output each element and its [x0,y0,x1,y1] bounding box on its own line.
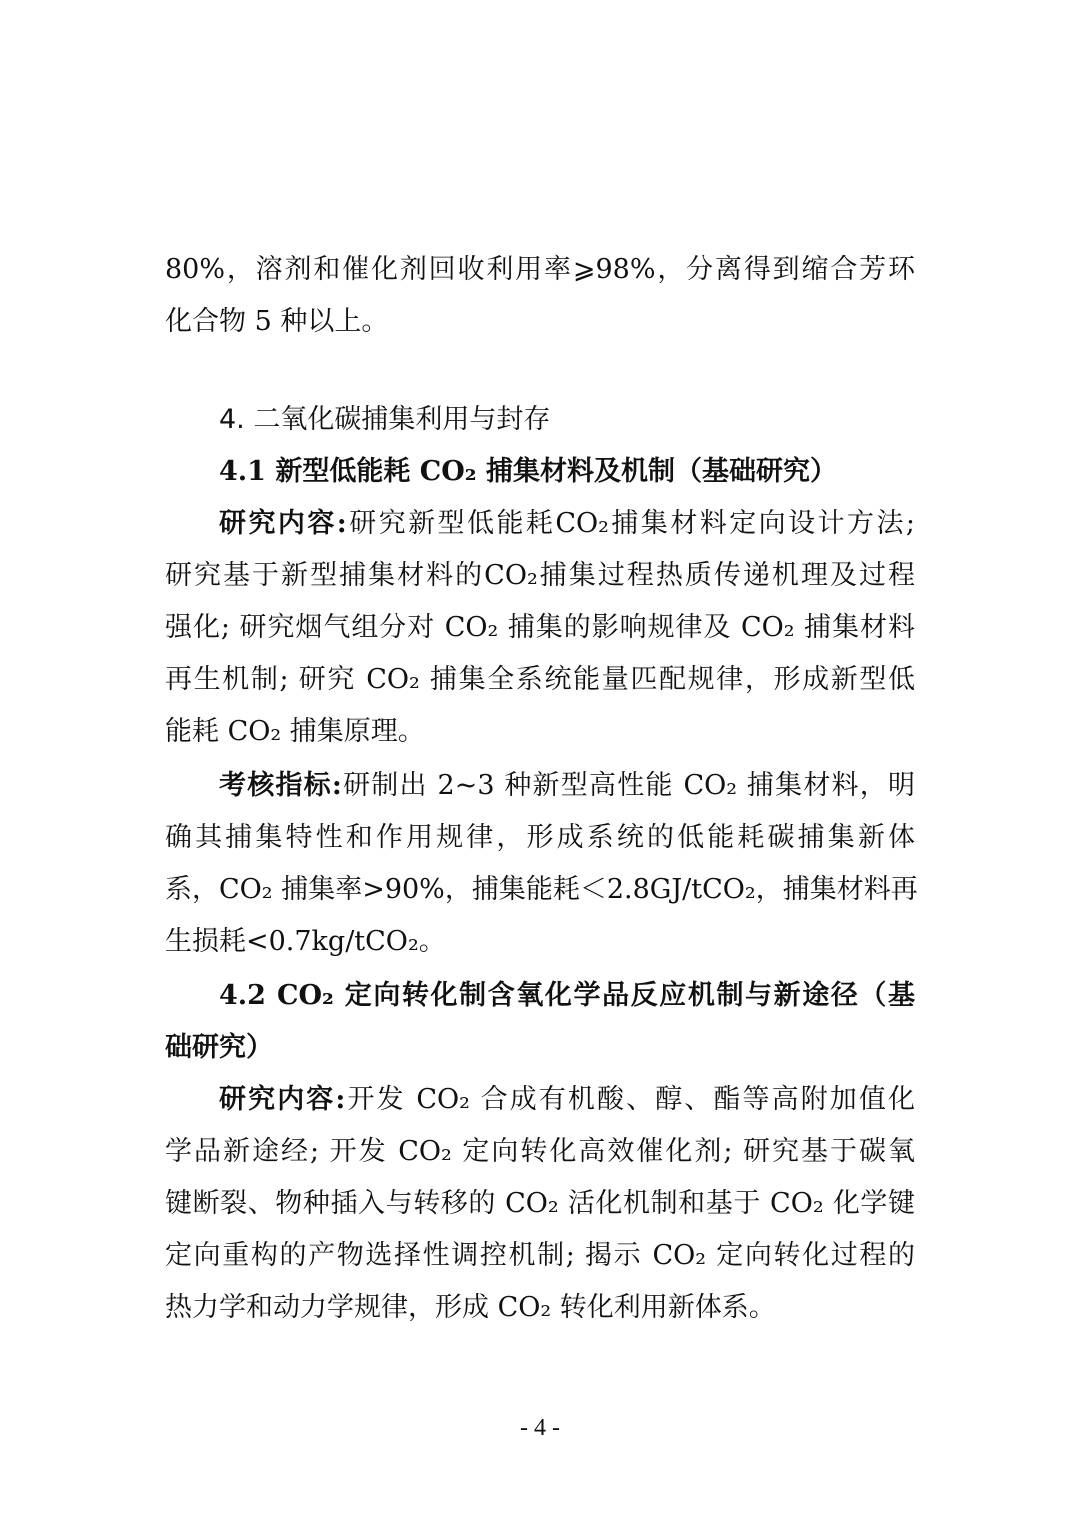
paragraph-line [219,500,915,548]
paragraph-line [219,1076,915,1124]
paragraph-line: 系，CO₂ 捕集率>90%，捕集能耗＜2.8GJ/tCO₂，捕集材料再 [165,874,918,905]
paragraph-line: 强化; 研究烟气组分对 CO₂ 捕集的影响规律及 CO₂ 捕集材料 [165,612,915,643]
paragraph-line: 80%，溶剂和催化剂回收利用率⩾98%，分离得到缩合芳环 [165,254,915,285]
paragraph-line: 定向重构的产物选择性调控机制; 揭示 CO₂ 定向转化过程的 [165,1240,915,1271]
page-number: - 4 - [520,1415,560,1441]
paragraph-line: 化合物 5 种以上。 [165,306,389,337]
paragraph-text: 开发 CO₂ 合成有机酸、醇、酯等高附加值化 [345,1084,915,1115]
research-content-label: 研究内容: [219,508,347,539]
paragraph-line: 热力学和动力学规律，形成 CO₂ 转化利用新体系。 [165,1292,776,1323]
paragraph-line: 键断裂、物种插入与转移的 CO₂ 活化机制和基于 CO₂ 化学键 [165,1188,915,1219]
paragraph-line: 生损耗<0.7kg/tCO₂。 [165,926,446,957]
paragraph-line: 确其捕集特性和作用规律，形成系统的低能耗碳捕集新体 [165,822,915,853]
paragraph-line: 学品新途经; 开发 CO₂ 定向转化高效催化剂; 研究基于碳氧 [165,1136,915,1167]
paragraph-line: 再生机制; 研究 CO₂ 捕集全系统能量匹配规律，形成新型低 [165,664,915,695]
paragraph-text: 研制出 2~3 种新型高性能 CO₂ 捕集材料，明 [341,770,915,801]
paragraph-line [219,762,915,810]
paragraph-text: 研究新型低能耗CO₂捕集材料定向设计方法; [346,508,915,539]
paragraph-line: 能耗 CO₂ 捕集原理。 [165,716,425,747]
paragraph-line: 研究基于新型捕集材料的CO₂捕集过程热质传递机理及过程 [165,560,915,591]
subsection-heading-4-2-cont: 础研究） [165,1032,273,1063]
subsection-heading-4-2: 4.2 CO₂ 定向转化制含氧化学品反应机制与新途径（基 [219,980,915,1011]
assessment-indicators-label: 考核指标: [219,770,342,801]
research-content-label: 研究内容: [219,1084,346,1115]
section-heading: 4. 二氧化碳捕集利用与封存 [219,404,551,435]
subsection-heading-4-1: 4.1 新型低能耗 CO₂ 捕集材料及机制（基础研究） [219,456,838,487]
